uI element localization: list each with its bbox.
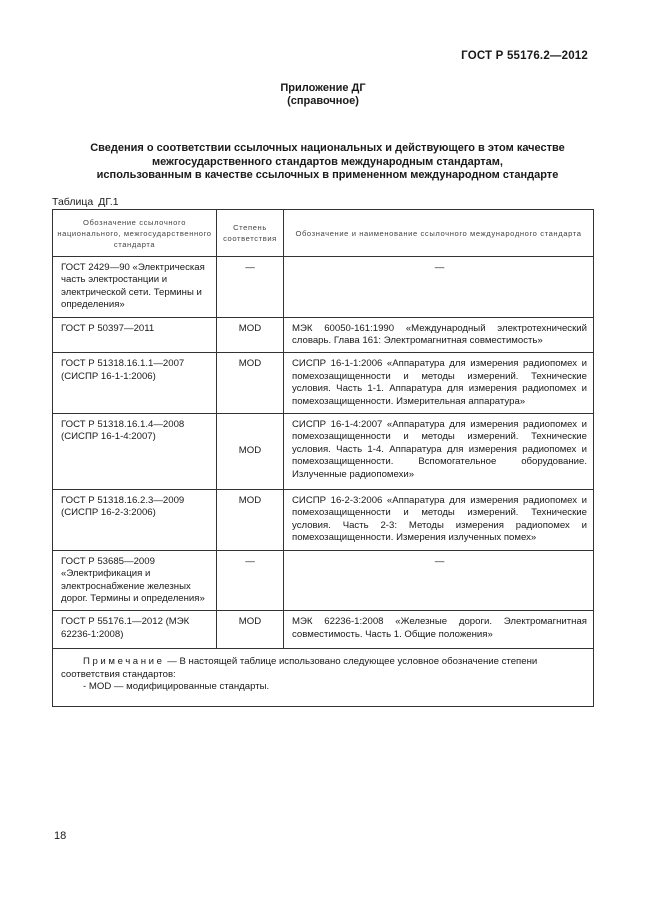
table-row <box>53 550 594 611</box>
international-standard-cell: — <box>284 257 594 318</box>
international-standard-cell: МЭК 62236-1:2008 «Железные дороги. Электромагнитная совместимость. Часть 1. Общие положения» <box>284 611 594 649</box>
header-international-standard: Обозначение и наименование ссылочного международного стандарта <box>284 210 594 257</box>
national-standard-cell: ГОСТ Р 53685—2009 «Электрификация и электроснабжение железных дорог. Термины и определения» <box>53 550 217 611</box>
table-row <box>53 317 594 353</box>
heading-line-3: использованным в качестве ссылочных в примененном международном стандарте <box>96 169 559 181</box>
heading-line-1: Сведения о соответствии ссылочных национальных и действующего в этом качестве <box>90 142 565 154</box>
reference-table <box>52 209 594 707</box>
section-heading <box>50 142 605 183</box>
international-standard-cell: МЭК 60050-161:1990 «Международный электротехнический словарь. Глава 161: Электромагнитная совместимость» <box>284 317 594 353</box>
note-text: — В настоящей таблице использовано следующее условное обозначение степени соответствия стандартов: <box>61 656 538 680</box>
table-note-row <box>53 649 594 706</box>
table-row <box>53 490 594 551</box>
international-standard-cell: СИСПР 16-1-4:2007 «Аппаратура для измерения радиопомех и помехозащищенности и методы измерений. Технические условия. Часть 1-4. Аппаратура для измерения радиопомех и помехозащищенности. Вспомогательное оборудование. Излученные радиопомехи» <box>284 414 594 490</box>
note-item: - MOD — модифицированные стандарты. <box>83 681 270 693</box>
table-header-row <box>53 210 594 257</box>
annex-subtitle: (справочное) <box>287 95 359 107</box>
note-label: Примечание <box>83 656 165 668</box>
degree-cell: MOD <box>217 317 284 353</box>
table-row <box>53 414 594 490</box>
table-label <box>52 196 119 208</box>
header-national-standard: Обозначение ссылочного национального, межгосударственного стандарта <box>53 210 217 257</box>
national-standard-cell: ГОСТ Р 51318.16.2.3—2009 (СИСПР 16-2-3:2006) <box>53 490 217 551</box>
national-standard-cell: ГОСТ Р 51318.16.1.4—2008 (СИСПР 16-1-4:2007) <box>53 414 217 490</box>
annex-title: Приложение ДГ <box>280 82 366 94</box>
international-standard-cell: СИСПР 16-2-3:2006 «Аппаратура для измерения радиопомех и помехозащищенности и методы измерений. Технические условия. Часть 2-3: Методы измерения радиопомех и помехозащищенности. Измерения излученных помех» <box>284 490 594 551</box>
degree-cell: MOD <box>217 353 284 414</box>
degree-cell: — <box>217 550 284 611</box>
heading-line-2: межгосударственного стандартов международным стандартам, <box>152 155 503 168</box>
degree-cell: MOD <box>217 490 284 551</box>
international-standard-cell: СИСПР 16-1-1:2006 «Аппаратура для измерения радиопомех и помехозащищенности и методы измерений. Технические условия. Часть 1-1. Аппаратура для измерения радиопомех и помехозащищенности. Измерительная аппаратура» <box>284 353 594 414</box>
degree-cell: MOD <box>217 611 284 649</box>
page-number: 18 <box>54 830 67 842</box>
national-standard-cell: ГОСТ 2429—90 «Электрическая часть электростанции и электрической сети. Термины и определения» <box>53 257 217 318</box>
document-code: ГОСТ Р 55176.2—2012 <box>461 50 588 62</box>
degree-cell: MOD <box>217 414 284 490</box>
annex-block <box>0 82 646 108</box>
table-row <box>53 353 594 414</box>
national-standard-cell: ГОСТ Р 51318.16.1.1—2007 (СИСПР 16-1-1:2006) <box>53 353 217 414</box>
table-row <box>53 257 594 318</box>
header-degree: Степень соответствия <box>217 210 284 257</box>
table-note <box>53 649 594 706</box>
degree-cell: — <box>217 257 284 318</box>
national-standard-cell: ГОСТ Р 50397—2011 <box>53 317 217 353</box>
table-label-number: ДГ.1 <box>98 196 119 208</box>
table-row <box>53 611 594 649</box>
note-paragraph <box>61 656 585 681</box>
table-label-word: Таблица <box>52 196 94 208</box>
national-standard-cell: ГОСТ Р 55176.1—2012 (МЭК 62236-1:2008) <box>53 611 217 649</box>
international-standard-cell: — <box>284 550 594 611</box>
